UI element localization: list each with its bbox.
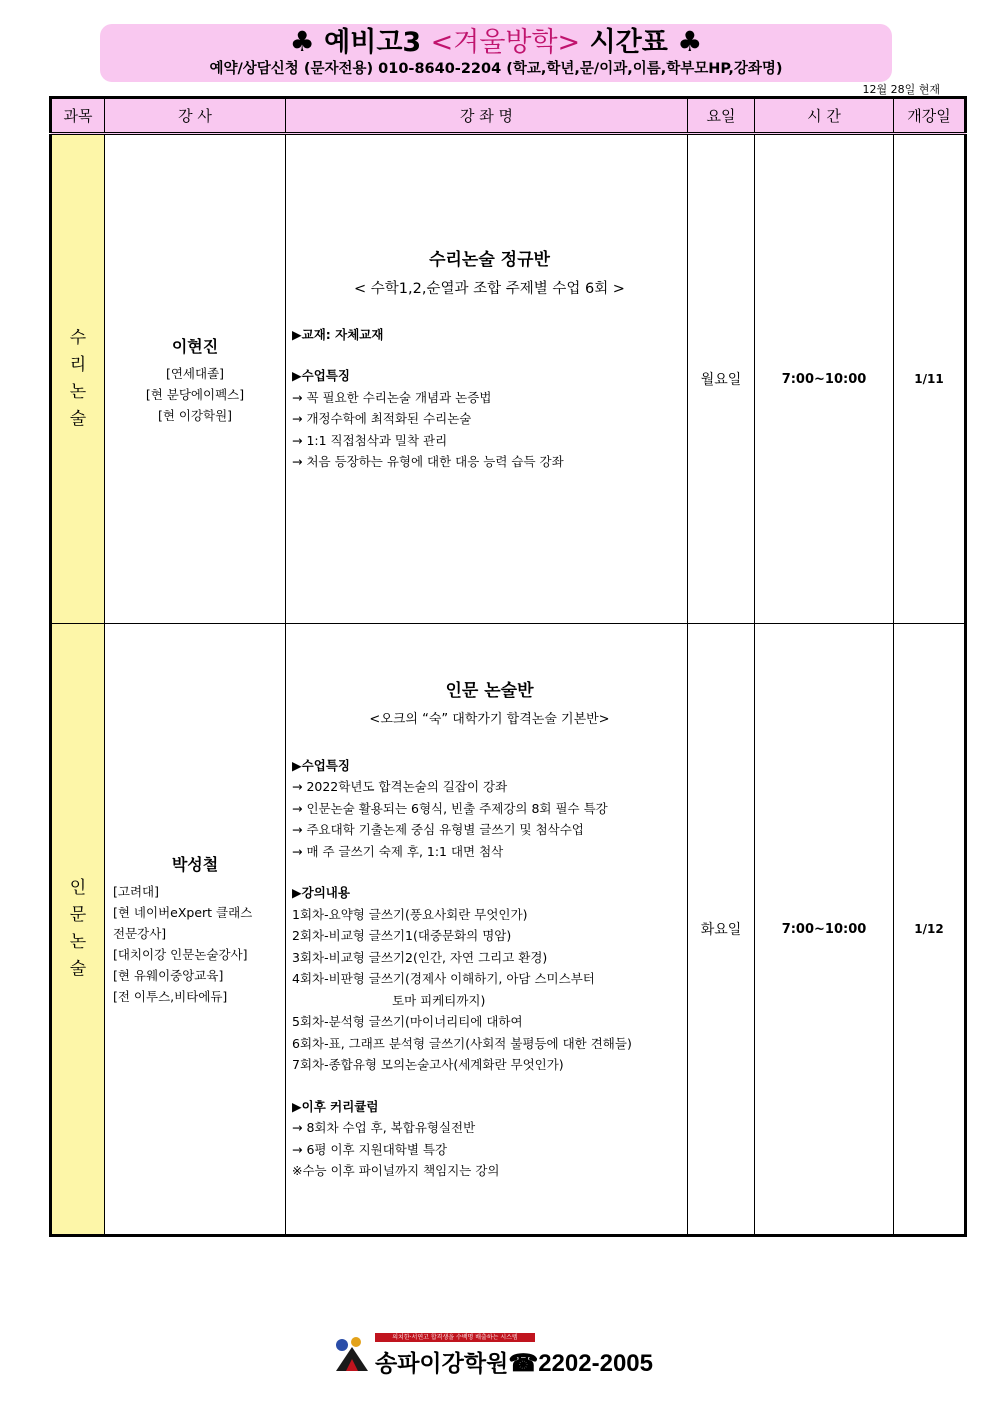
detail-line: → 2022학년도 합격논술의 길잡이 강좌 (292, 779, 508, 794)
credential-line: 전문강사] (113, 926, 167, 941)
detail-line: → 1:1 직접첨삭과 밀착 관리 (292, 432, 448, 448)
instructor-cell (105, 134, 286, 624)
title-suffix: 시간표 (580, 27, 678, 58)
course-subtitle: < 수학1,2,순열과 조합 주제별 수업 6회 > (354, 280, 625, 297)
as-of-date: 12월 28일 현재 (862, 83, 940, 96)
detail-line: → 주요대학 기출논제 중심 유형별 글쓰기 및 첨삭수업 (292, 822, 584, 837)
detail-line: 1회차-요약형 글쓰기(풍요사회란 무엇인가) (292, 906, 528, 922)
subject-char: 술 (69, 409, 87, 429)
course-details (292, 755, 687, 1182)
detail-line: 5회차-분석형 글쓰기(마이너리티에 대하여 (292, 1014, 523, 1029)
section-heading: ▶이후 커리큘럼 (292, 1098, 379, 1114)
detail-line: 4회차-비판형 글쓰기(경제사 이해하기, 아담 스미스부터 (292, 971, 595, 986)
course-title: 수리논술 정규반 (429, 249, 550, 270)
detail-line: → 8회차 수업 후, 복합유형실전반 (292, 1120, 476, 1135)
instructor-name: 이현진 (171, 336, 219, 356)
club-icon: ♣ (677, 25, 703, 58)
detail-line: ※수능 이후 파이널까지 책임지는 강의 (292, 1163, 500, 1178)
course-title: 인문 논술반 (445, 680, 534, 701)
academy-brand (375, 1345, 653, 1378)
subject-cell (51, 624, 105, 1236)
academy-footer (332, 1333, 672, 1377)
instructor-credentials (105, 363, 285, 426)
detail-line: → 꼭 필요한 수리논술 개념과 논증법 (292, 389, 492, 405)
detail-line: → 매 주 글쓰기 숙제 후, 1:1 대면 첨삭 (292, 843, 504, 859)
club-icon: ♣ (289, 25, 315, 58)
detail-line: 3회차-비교형 글쓰기2(인간, 자연 그리고 환경) (292, 949, 548, 965)
academy-tagline: 의치한·서연고 합격생을 수백명 배출하는 시스템 (375, 1333, 535, 1342)
timetable (49, 96, 967, 1237)
time-cell: 7:00~10:00 (755, 134, 894, 624)
credential-line: [고려대] (113, 884, 159, 899)
academy-logo-icon (332, 1333, 372, 1377)
detail-line: → 인문논술 활용되는 6형식, 빈출 주제강의 8회 필수 특강 (292, 800, 608, 816)
subject-char: 논 (69, 382, 87, 402)
academy-phone: ☎2202-2005 (508, 1350, 653, 1377)
header-instructor: 강 사 (105, 98, 286, 134)
detail-line: 토마 피케티까지) (392, 992, 486, 1008)
section-heading: ▶교재: 자체교재 (292, 326, 384, 342)
credential-line: [전 이투스,비타에듀] (113, 989, 228, 1004)
detail-line: 2회차-비교형 글쓰기1(대중문화의 명암) (292, 928, 512, 943)
subject-char: 수 (69, 328, 87, 348)
detail-line: → 개정수학에 최적화된 수리논술 (292, 411, 472, 426)
credential-line: [현 이강학원] (157, 407, 233, 423)
academy-name: 송파이강학원 (375, 1350, 509, 1376)
title-banner (100, 24, 892, 82)
page-title (100, 26, 892, 59)
section-heading: ▶강의내용 (292, 885, 350, 900)
spacer (292, 345, 687, 365)
credential-line: [대치이강 인문논술강사] (113, 947, 248, 962)
header-day: 요일 (688, 98, 755, 134)
subject-char: 리 (69, 355, 87, 375)
header-course: 강 좌 명 (286, 98, 688, 134)
header-subject: 과목 (51, 98, 105, 134)
open-date-cell: 1/11 (894, 134, 966, 624)
header-open-date: 개강일 (894, 98, 966, 134)
spacer (292, 1076, 687, 1096)
credential-line: [현 유웨이중앙교육] (113, 968, 224, 983)
instructor-cell (105, 624, 286, 1236)
detail-line: 6회차-표, 그래프 분석형 글쓰기(사회적 불평등에 대한 견해들) (292, 1035, 632, 1051)
open-date-cell: 1/12 (894, 624, 966, 1236)
day-cell: 월요일 (688, 134, 755, 624)
subject-cell (51, 134, 105, 624)
credential-line: [연세대졸] (165, 365, 225, 381)
header-row (51, 98, 966, 134)
credential-line: [현 분당에이펙스] (145, 386, 245, 402)
course-details (292, 324, 687, 473)
course-cell (286, 624, 688, 1236)
detail-line: 7회차-종합유형 모의논술고사(세계화란 무엇인가) (292, 1057, 564, 1072)
section-heading: ▶수업특징 (292, 757, 350, 773)
subject-char: 인 (69, 878, 87, 898)
contact-line: 예약/상담신청 (문자전용) 010-8640-2204 (학교,학년,문/이과,이름,학부모HP,강좌명) (209, 61, 783, 77)
title-prefix: 예비고3 (324, 27, 431, 58)
detail-line: → 6평 이후 지원대학별 특강 (292, 1141, 448, 1157)
day-cell: 화요일 (688, 624, 755, 1236)
section-heading: ▶수업특징 (292, 368, 350, 383)
header-time: 시 간 (755, 98, 894, 134)
spacer (292, 862, 687, 882)
instructor-name: 박성철 (171, 855, 219, 874)
subject-char: 술 (69, 959, 87, 979)
detail-line: → 처음 등장하는 유형에 대한 대응 능력 습득 강좌 (292, 454, 564, 469)
course-subtitle: <오크의 “숙” 대학가기 합격논술 기본반> (369, 711, 610, 727)
title-highlight: <겨울방학> (430, 27, 581, 58)
time-cell: 7:00~10:00 (755, 624, 894, 1236)
subject-char: 문 (69, 905, 87, 925)
course-cell (286, 134, 688, 624)
table-row (51, 134, 966, 624)
subject-char: 논 (69, 932, 87, 952)
instructor-credentials (105, 881, 285, 1007)
table-row (51, 624, 966, 1236)
credential-line: [현 네이버eXpert 클래스 (113, 905, 253, 920)
